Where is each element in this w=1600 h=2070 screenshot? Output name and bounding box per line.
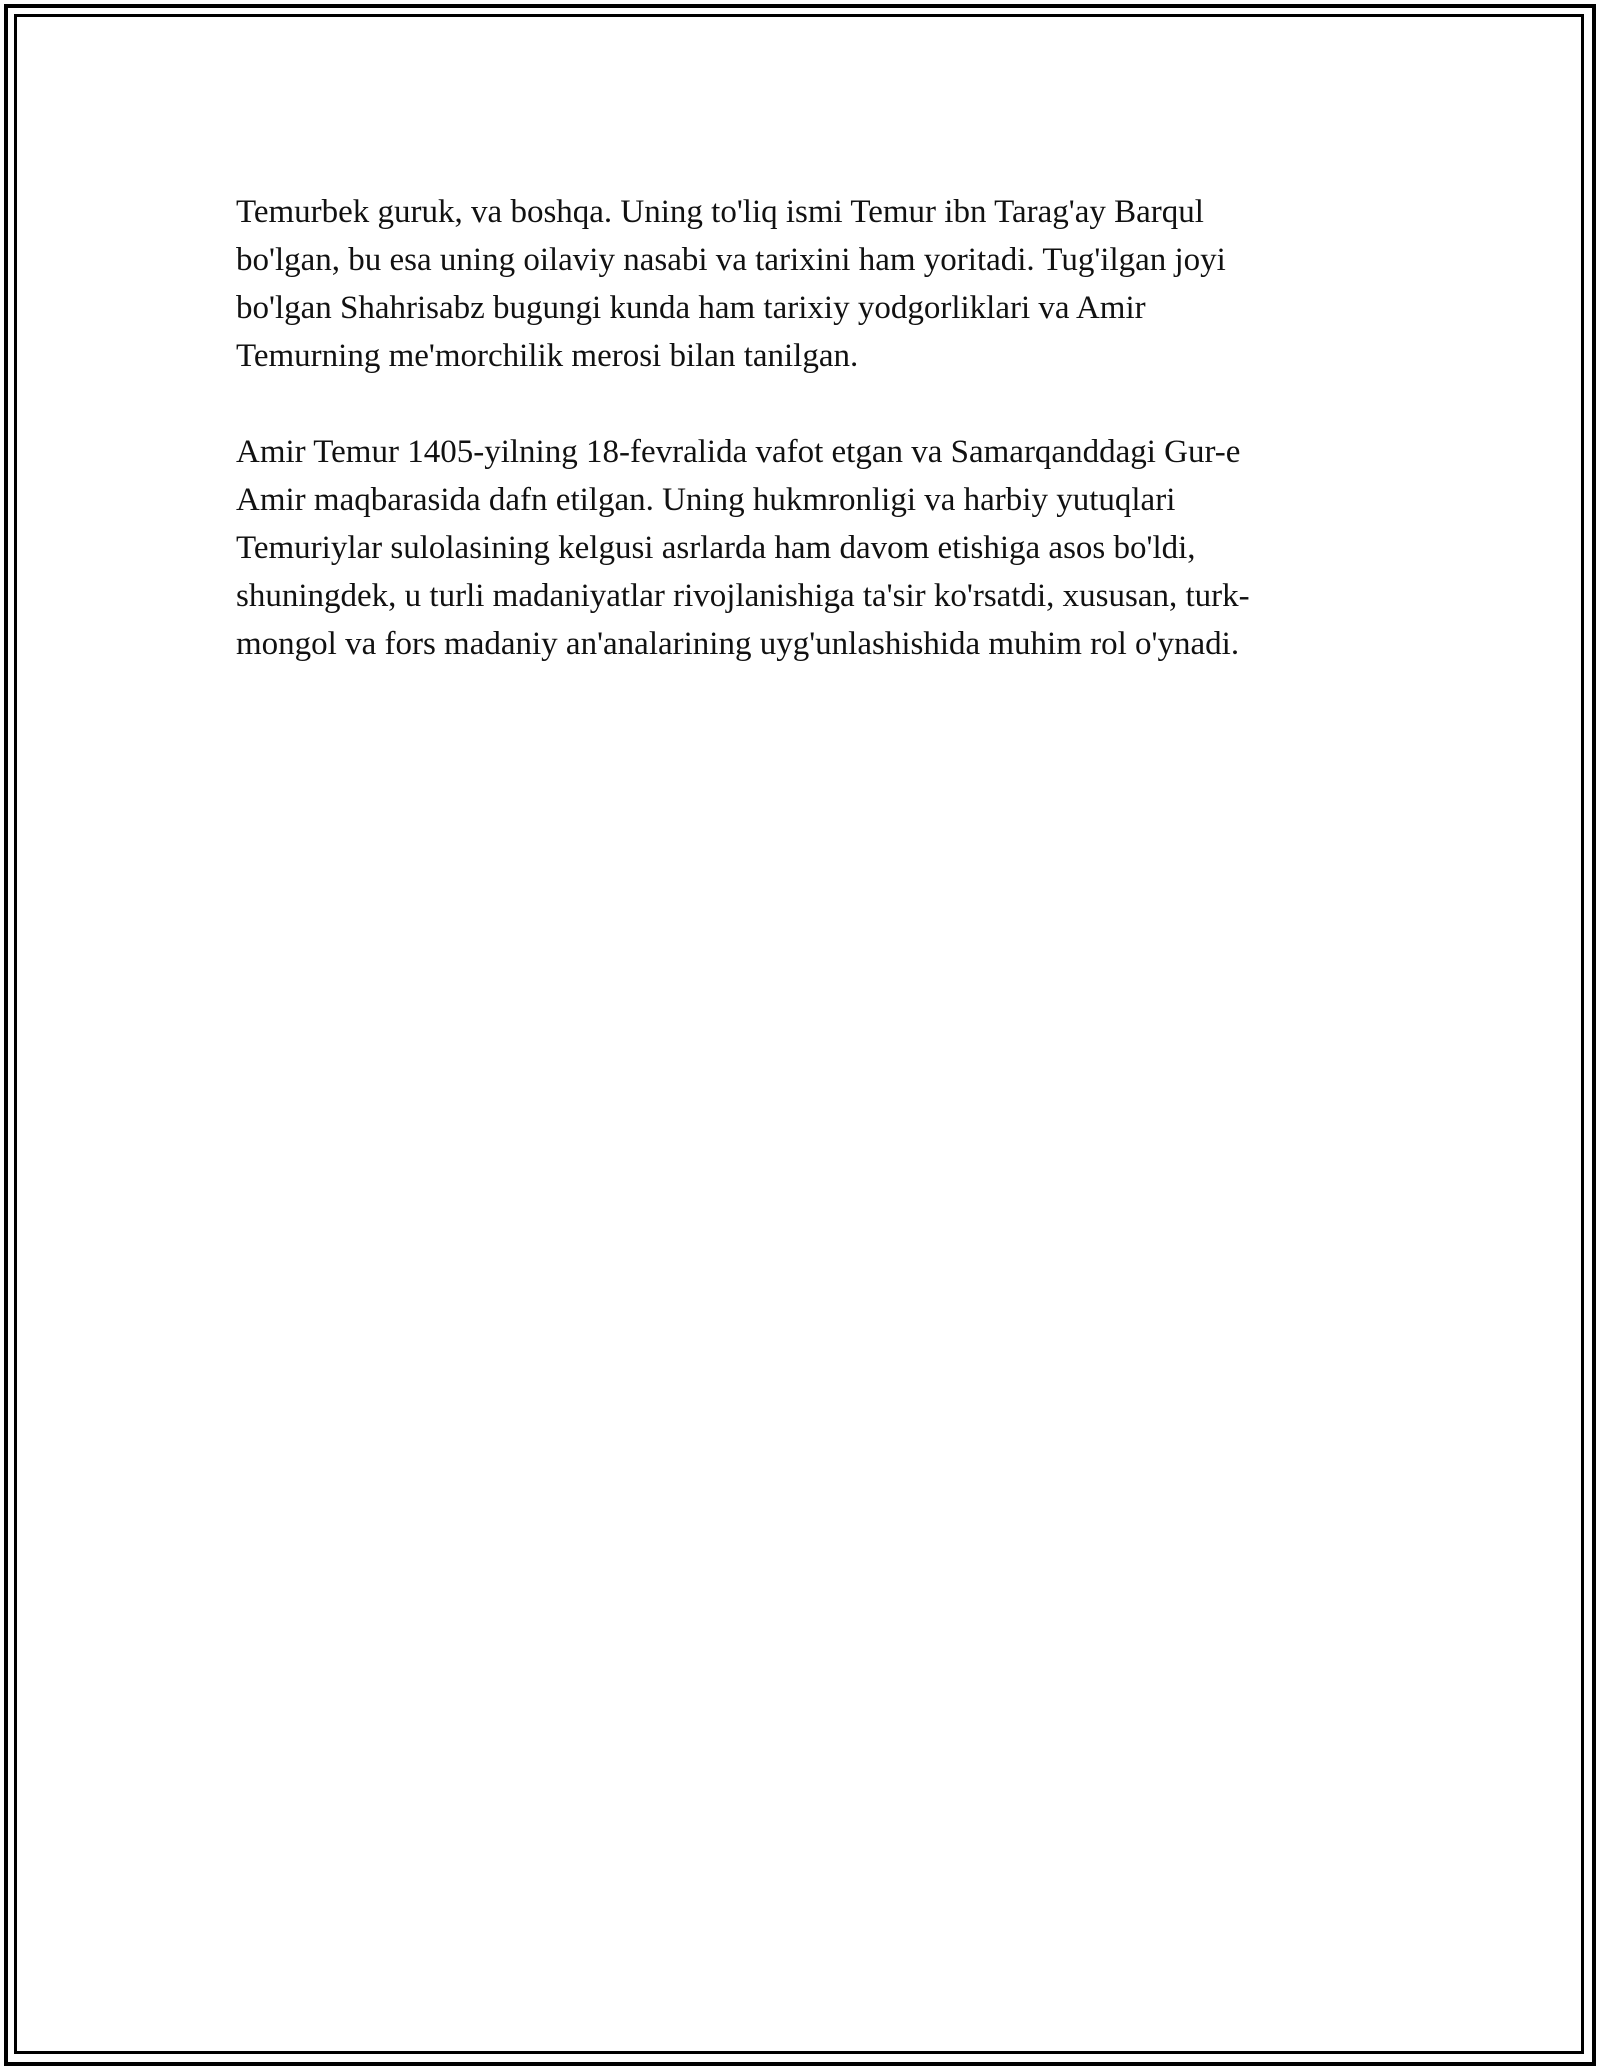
text-line: Amir maqbarasida dafn etilgan. Uning hukmronligi va harbiy yutuqlari xyxy=(236,482,1176,518)
text-line: Temurning me'morchilik merosi bilan tanilgan. xyxy=(236,338,859,374)
paragraph-1 xyxy=(236,188,1376,380)
paragraph-2 xyxy=(236,428,1376,668)
text-line: mongol va fors madaniy an'analarining uyg'unlashishida muhim rol o'ynadi. xyxy=(236,626,1240,662)
text-line: shuningdek, u turli madaniyatlar rivojlanishiga ta'sir ko'rsatdi, xususan, turk- xyxy=(236,578,1250,614)
text-line: Temuriylar sulolasining kelgusi asrlarda ham davom etishiga asos bo'ldi, xyxy=(236,530,1196,566)
text-line: Temurbek guruk, va boshqa. Uning to'liq ismi Temur ibn Tarag'ay Barqul xyxy=(236,194,1204,230)
text-line: bo'lgan Shahrisabz bugungi kunda ham tarixiy yodgorliklari va Amir xyxy=(236,290,1146,326)
text-line: bo'lgan, bu esa uning oilaviy nasabi va tarixini ham yoritadi. Tug'ilgan joyi xyxy=(236,242,1226,278)
document-body xyxy=(236,188,1376,716)
text-line: Amir Temur 1405-yilning 18-fevralida vafot etgan va Samarqanddagi Gur-e xyxy=(236,434,1241,470)
